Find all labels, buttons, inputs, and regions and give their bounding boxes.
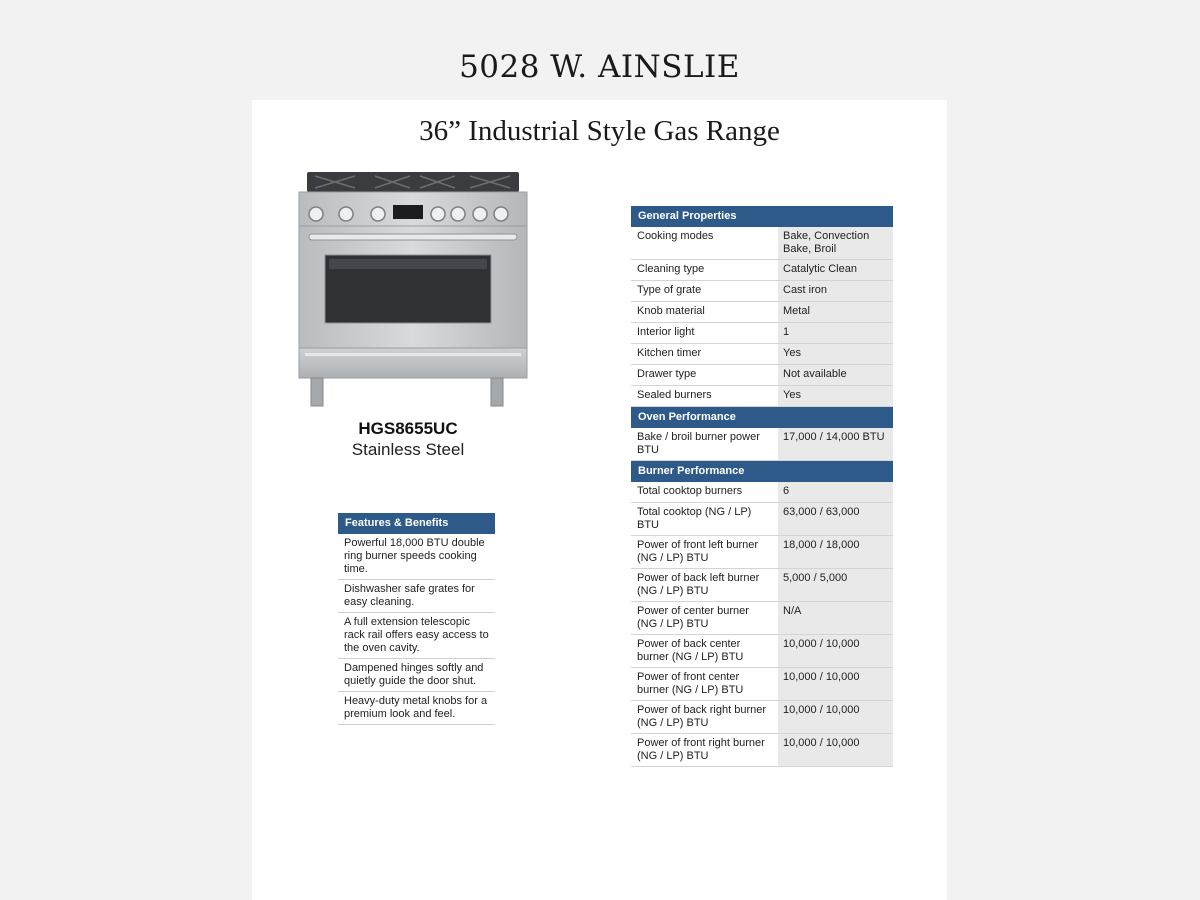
spec-label: Power of back center burner (NG / LP) BTU <box>631 635 778 667</box>
spec-label: Power of front right burner (NG / LP) BTU <box>631 734 778 766</box>
spec-value: 10,000 / 10,000 <box>778 701 893 733</box>
model-number: HGS8655UC <box>358 419 458 438</box>
spec-row <box>631 281 893 302</box>
feature-item: Dampened hinges softly and quietly guide the door shut. <box>338 659 495 692</box>
spec-row <box>631 602 893 635</box>
spec-row <box>631 536 893 569</box>
feature-item: Powerful 18,000 BTU double ring burner speeds cooking time. <box>338 534 495 580</box>
spec-value: N/A <box>778 602 893 634</box>
spec-row <box>631 227 893 260</box>
finish-label: Stainless Steel <box>351 440 465 459</box>
display <box>393 205 423 219</box>
spec-label: Sealed burners <box>631 386 778 406</box>
spec-row <box>631 482 893 503</box>
address-title: 5028 W. AINSLIE <box>459 49 740 85</box>
spec-label: Drawer type <box>631 365 778 385</box>
spec-row <box>631 569 893 602</box>
spec-row <box>631 365 893 386</box>
leg-left <box>311 378 323 406</box>
sheet-header <box>252 0 947 100</box>
spec-row <box>631 260 893 281</box>
gas-range-image <box>295 170 531 410</box>
spec-value: 10,000 / 10,000 <box>778 668 893 700</box>
spec-value: Bake, Convection Bake, Broil <box>778 227 893 259</box>
spec-row <box>631 302 893 323</box>
spec-label: Power of back left burner (NG / LP) BTU <box>631 569 778 601</box>
features-table <box>338 513 495 725</box>
spec-value: 18,000 / 18,000 <box>778 536 893 568</box>
spec-label: Type of grate <box>631 281 778 301</box>
spec-label: Cooking modes <box>631 227 778 259</box>
cooktop-grates <box>307 172 519 192</box>
spec-value: 17,000 / 14,000 BTU <box>778 428 893 460</box>
door-handle <box>309 234 517 240</box>
spec-row <box>631 428 893 461</box>
features-heading: Features & Benefits <box>338 513 495 534</box>
burner-performance-heading: Burner Performance <box>631 461 893 482</box>
spec-row <box>631 635 893 668</box>
spec-value: 63,000 / 63,000 <box>778 503 893 535</box>
drawer <box>299 348 527 378</box>
spec-value: Catalytic Clean <box>778 260 893 280</box>
feature-item: A full extension telescopic rack rail offers easy access to the oven cavity. <box>338 613 495 659</box>
spec-value: 1 <box>778 323 893 343</box>
spec-value: Not available <box>778 365 893 385</box>
oven-performance-heading: Oven Performance <box>631 407 893 428</box>
spec-label: Power of front center burner (NG / LP) BTU <box>631 668 778 700</box>
spec-label: Power of front left burner (NG / LP) BTU <box>631 536 778 568</box>
spec-label: Total cooktop burners <box>631 482 778 502</box>
leg-right <box>491 378 503 406</box>
spec-row <box>631 344 893 365</box>
product-title: 36” Industrial Style Gas Range <box>419 115 780 147</box>
spec-label: Power of center burner (NG / LP) BTU <box>631 602 778 634</box>
spec-row <box>631 701 893 734</box>
spec-value: Cast iron <box>778 281 893 301</box>
spec-row <box>631 323 893 344</box>
spec-label: Knob material <box>631 302 778 322</box>
spec-value: Yes <box>778 386 893 406</box>
spec-value: 10,000 / 10,000 <box>778 635 893 667</box>
spec-row <box>631 386 893 407</box>
spec-label: Total cooktop (NG / LP) BTU <box>631 503 778 535</box>
feature-item: Dishwasher safe grates for easy cleaning. <box>338 580 495 613</box>
spec-label: Power of back right burner (NG / LP) BTU <box>631 701 778 733</box>
spec-row <box>631 503 893 536</box>
spec-value: 5,000 / 5,000 <box>778 569 893 601</box>
spec-label: Bake / broil burner power BTU <box>631 428 778 460</box>
feature-item: Heavy-duty metal knobs for a premium look and feel. <box>338 692 495 725</box>
spec-value: 6 <box>778 482 893 502</box>
spec-value: 10,000 / 10,000 <box>778 734 893 766</box>
spec-row <box>631 734 893 767</box>
specs-table <box>631 206 893 767</box>
spec-value: Metal <box>778 302 893 322</box>
spec-label: Interior light <box>631 323 778 343</box>
spec-value: Yes <box>778 344 893 364</box>
spec-label: Kitchen timer <box>631 344 778 364</box>
general-properties-heading: General Properties <box>631 206 893 227</box>
spec-label: Cleaning type <box>631 260 778 280</box>
spec-row <box>631 668 893 701</box>
